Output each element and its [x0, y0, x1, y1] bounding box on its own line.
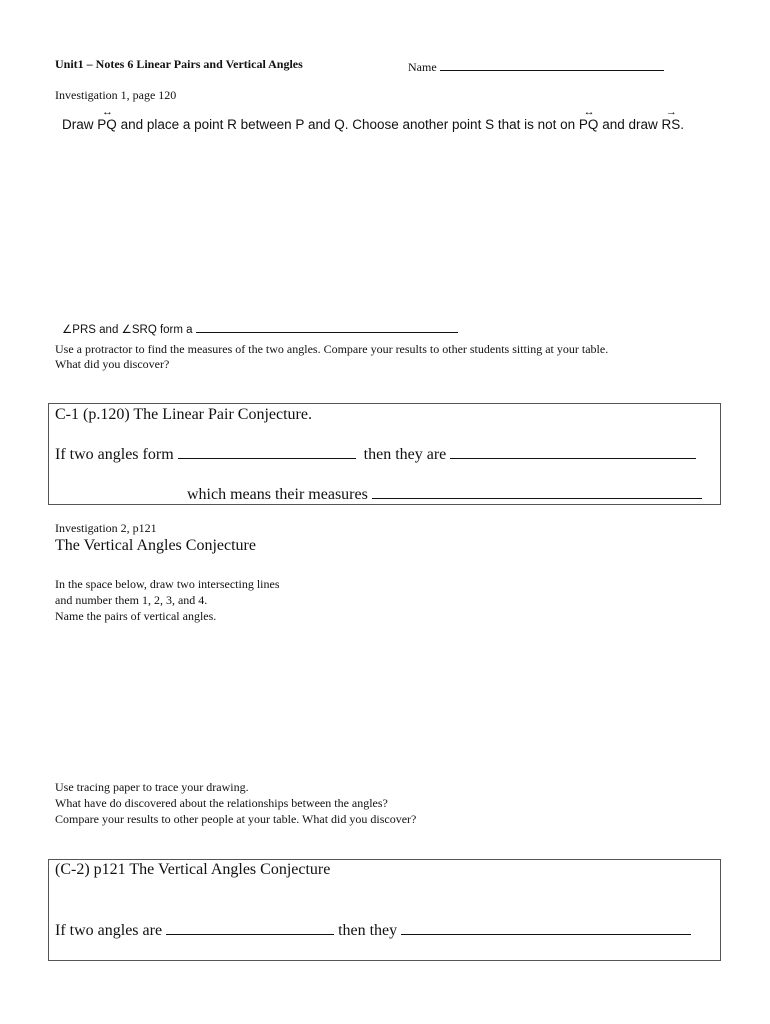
vertical-angles-heading: (C-2) p121 The Vertical Angles Conjecture [55, 861, 331, 878]
vertical-angles-then-label: then they [338, 922, 398, 939]
linear-pair-line1 [55, 445, 696, 464]
linear-pair-blank-2 [450, 445, 696, 459]
double-arrow-icon: ↔ [583, 106, 594, 118]
double-arrow-icon: ↔ [102, 106, 113, 118]
instr-and-draw: and draw [602, 117, 658, 132]
name-label: Name [408, 60, 437, 74]
investigation2-instr-1: In the space below, draw two intersecting lines [55, 577, 280, 591]
discover-question-1: What did you discover? [55, 357, 170, 371]
linear-pair-conjecture-box [48, 403, 721, 505]
instr-draw: Draw [62, 117, 94, 132]
instr-period: . [680, 117, 685, 132]
vertical-angles-blank-1 [166, 921, 334, 935]
ray-pq-second: ↔ PQ [578, 106, 599, 132]
angles-form-blank [196, 322, 458, 333]
linear-pair-measures-label: which means their measures [187, 486, 368, 503]
right-arrow-icon: → [665, 106, 676, 118]
protractor-instruction: Use a protractor to find the measures of the two angles. Compare your results to other students sitting at your table. [55, 342, 609, 356]
investigation1-ref: Investigation 1, page 120 [55, 88, 177, 102]
angles-form-line [62, 322, 458, 336]
investigation2-ref: Investigation 2, p121 [55, 521, 157, 535]
tracing-instr-2: What have do discovered about the relationships between the angles? [55, 796, 388, 810]
vertical-angles-blank-2 [401, 921, 691, 935]
instr-place-point: and place a point R between P and Q. Choose another point S that is not on [120, 117, 576, 132]
investigation2-title: The Vertical Angles Conjecture [55, 537, 256, 554]
linear-pair-then-label: then they are [363, 446, 447, 463]
investigation2-instr-2: and number them 1, 2, 3, and 4. [55, 593, 208, 607]
investigation1-instructions [62, 106, 685, 132]
tracing-instr-3: Compare your results to other people at your table. What did you discover? [55, 812, 417, 826]
ray-rs: → RS [661, 106, 681, 132]
linear-pair-blank-1 [178, 445, 356, 459]
linear-pair-if-label: If two angles form [55, 446, 174, 463]
investigation2-instr-3: Name the pairs of vertical angles. [55, 609, 217, 623]
vertical-angles-if-label: If two angles are [55, 922, 163, 939]
tracing-instr-1: Use tracing paper to trace your drawing. [55, 780, 249, 794]
vertical-angles-conjecture-box [48, 859, 721, 961]
angles-form-label: ∠PRS and ∠SRQ form a [62, 324, 193, 336]
linear-pair-blank-3 [372, 485, 702, 499]
ray-pq: ↔ PQ [97, 106, 117, 132]
name-field [408, 57, 664, 75]
worksheet-title: Unit1 – Notes 6 Linear Pairs and Vertical Angles [55, 57, 303, 71]
linear-pair-heading: C-1 (p.120) The Linear Pair Conjecture. [55, 406, 312, 423]
name-blank [440, 57, 664, 71]
vertical-angles-line1 [55, 921, 691, 940]
linear-pair-line2 [187, 485, 702, 504]
